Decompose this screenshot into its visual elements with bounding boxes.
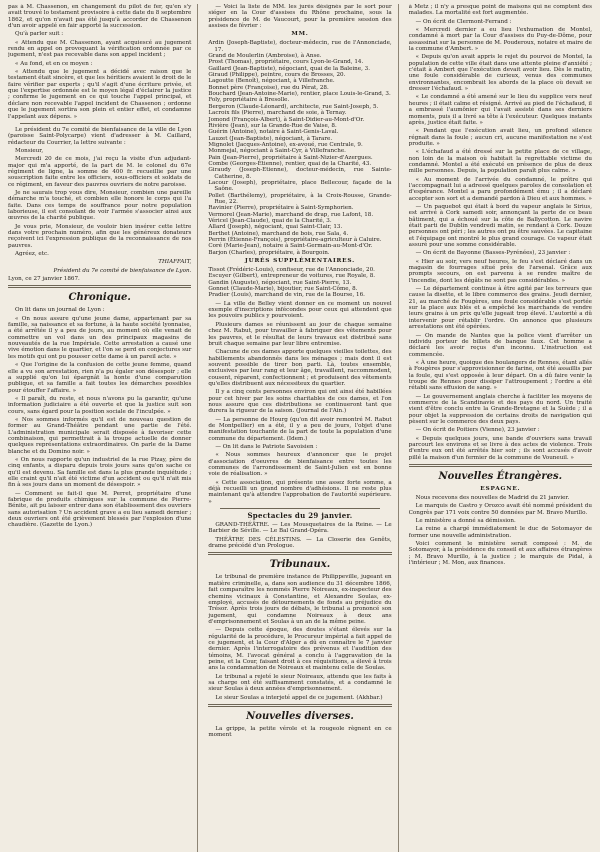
charity-letter	[8, 127, 191, 283]
paragraph: — Le département continue à être agité par les terreurs que cause la disette, et le libre commerce des grains. Jeudi dernier, 21, au marché de Fougères, une foule considérable s'est portée sur la place aux blés et a empêché les marchands de vendre leurs grains à un prix qu'elle jugeait trop élevé. L'autorité a dû intervenir pour rétablir l'ordre. On annonce que plusieurs arrestations ont été opérées.	[408, 286, 592, 331]
list-item: Giraud (Philippe), peintre, cours de Brosses, 20.	[208, 72, 346, 79]
paragraph: « Le condamné a été amené sur le lieu du supplice vers neuf heures ; il était calme et résigné. Arrivé au pied de l'échafaud, il a embrassé l'aumônier qui l'avait assisté dans ses derniers moments, puis il a livré sa tête à l'exécuteur. Quelques instants après, justice était faite. »	[408, 94, 592, 126]
tribunaux-text	[208, 574, 391, 701]
signature-name: THIAFFAIT,	[158, 259, 192, 266]
list-item: Escuyer (Gilbert), entrepreneur de voitures, rue Royale, 8.	[208, 273, 376, 280]
signature-title: Président du 7e comité de bienfaisance de Lyon.	[53, 267, 192, 274]
list-item: Giraudy (Joseph-Etienne), docteur-médecin, rue Sainte-Catherine, 8.	[208, 167, 392, 180]
paragraph: « Mercredi dernier a eu lieu l'exhumation de Montel, condamné à mort par la Cour d'assises du Puy-de-Dôme, pour assassinat sur la personne de M. Pouderoux, notaire et maire de la commune d'Ambert. »	[408, 27, 592, 53]
list-item: Berthet (Antoine), marchand de bois, rue Sala, 4.	[208, 230, 349, 237]
list-item: Allard (Joseph), négociant, quai Saint-Clair, 13.	[208, 224, 343, 231]
paragraph: — On écrit de Poitiers (Vienne), 23 janvier :	[415, 427, 540, 434]
country-heading-espagne: ESPAGNE.	[480, 486, 521, 493]
list-item: Lacroix fils (Pierre), marchand de soie, à Ternay.	[208, 110, 347, 117]
paragraph: Le sieur Soulas a interjeté appel de ce jugement. (Akhbar.)	[215, 694, 383, 701]
column-container	[8, 4, 592, 852]
list-item: Barjon (Charles), propriétaire, à Bourgoin.	[208, 249, 330, 256]
paragraph: « Attendu que le jugement a décidé avec raison que le testament était sincère, et que les héritiers avaient le droit de le faire vérifier par experts ; qu'il s'agit d'une écriture privée, et que l'expertise ordonnée est le moyen légal d'éclairer la justice ; confirme le jugement en ce qui touche l'appel principal, et déclare non recevable l'appel incident de Chassenon ; ordonne que le jugement sortira son plein et entier effet, et condamne l'appelant aux dépens. »	[8, 69, 192, 120]
list-item: Lacour (Joseph), propriétaire, place Bellecour, façade de la Saône.	[208, 179, 392, 193]
paragraph: — On mande de Nantes que la police vient d'arrêter un individu porteur de billets de banque faux. Cet homme a déclaré les avoir reçus d'un inconnu. L'instruction est commencée.	[408, 332, 592, 358]
column-right	[409, 4, 592, 852]
news-text	[208, 301, 391, 505]
list-item: Monmejal, négociant à Saint-Cyr, à Villefranche.	[208, 148, 346, 155]
list-item: Véricel (Jean-Claude), quai de la Charité, 3.	[208, 218, 332, 224]
jury-list	[208, 40, 391, 256]
list-item: Perrin (Étienne-François), propriétaire-agriculteur à Caluire.	[208, 237, 382, 244]
supplementary-jury-heading: JURÉS SUPPLÉMENTAIRES.	[245, 258, 355, 265]
paragraph: — On écrit de Clermont-Ferrand :	[415, 18, 512, 25]
column-left	[8, 4, 198, 852]
paragraph: à Metz ; il n'y a presque point de maisons qui ne comptent des malades. La mortalité est fort augmentée.	[408, 4, 592, 17]
paragraph: « Depuis quelques jours, une bande d'ouvriers sans travail parcourt les environs et se livre à des actes de violence. Trois d'entre eux ont été arrêtés hier soir ; ils sont accusés d'avoir pillé la maison d'un fermier de la commune de Vouneuil. »	[408, 435, 592, 461]
list-item: Lauzet (Jean-Baptiste), négociant, à Tarare.	[208, 135, 333, 142]
paragraph: — Le gouvernement anglais cherche à faciliter les moyens de commerce de la Scandinavie et des pays du nord. Un traité vient d'être conclu entre la Grande-Bretagne et la Suède ; il a pour objet la suppression de certains droits de navigation qui pèsent sur le commerce des deux pays.	[408, 393, 592, 425]
paragraph: THÉÂTRE DES CÉLESTINS. — La Closerie des Genêts, drame précédé d'un Prologue.	[208, 536, 392, 550]
paragraph: pas à M. Chassenon, en changement du pilot de fer, qu'en s'y avait trouvé lo testament provisoire à cette date du 8 septembre 1862, et qu'on n'avait pas été jusqu'à accorder de Chassenon d'un avoir appelé en fair apporté la succession.	[8, 4, 192, 30]
paragraph: « Au fond, et en ce moyen :	[15, 60, 93, 67]
paragraph: — La ville de Belley vient donner en ce moment un nouvel exemple d'inscriptions infécondes pour ceux qui attendent que les pouvoirs publics y pourvoient.	[208, 300, 392, 320]
list-item: Vermorel (Jean-Marie), marchand de drap, rue Lafont, 18.	[208, 211, 374, 218]
section-title-etrangeres: Nouvelles Étrangères.	[438, 471, 563, 483]
chronique-text	[8, 307, 191, 528]
section-title-spectacles: Spectacles du 29 janvier.	[247, 511, 353, 521]
paragraph: Agréez, etc.	[15, 251, 49, 258]
paragraph: La grippe, la petite vérole et la rougeole règnent en ce moment	[208, 726, 392, 739]
list-item: Guérin (Antoine), notaire à Saint-Genis-Laval.	[208, 129, 339, 136]
divider	[20, 123, 179, 124]
list-item: Gaillard (Jean-Baptiste), négociant, quai de la Baleine, 3.	[208, 65, 370, 72]
paragraph: Monsieur,	[15, 147, 44, 154]
paragraph: Il y a cinq cents personnes environ qui ont ainsi été habillées pour cet hiver par les soins charitables de ces dames, et l'on nous assure que ces distributions se continueront tant que durera la rigueur de la saison. (Journal de l'Ain.)	[208, 389, 392, 415]
paragraph: — La personne de Hourg (qu'on dit avoir remontré M. Rabut de Montpellier) en a été, il y a peu de jours, l'objet d'une manifestation touchante de la part de toute la population d'une commune du département. (Idem.)	[208, 416, 392, 442]
list-item: Prost (Thomas), propriétaire, cours Lyon-le-Grand, 14.	[208, 59, 364, 66]
paragraph: « À une heure, quoique des boulangers de Rennes, étant allés à Fougères pour s'approvisionner de farine, ont été assaillis par la foule, qui s'est opposée à leur départ. On a dû faire venir la troupe de Rennes pour dissiper l'attroupement ; l'ordre a été rétabli sans effusion de sang. »	[408, 359, 592, 392]
list-item: Tissot (Frédéric-Louis), confiseur, rue de l'Annonciade, 20.	[208, 267, 375, 274]
jury-intro: — Voici la liste de MM. les jurés désignés par le sort pour siéger en la Cour d'assises du Rhône prochaine, sous la présidence de M. de Vaucourt, pour la première session des assises de février :	[208, 4, 392, 30]
diverses-text	[409, 4, 592, 461]
list-item: Mignolet (Jacques-Antoine), ex-avoué, rue Centrale, 9.	[208, 141, 363, 148]
list-item: Pain (Jean-Pierre), propriétaire à Saint-Nizier-d'Azergues.	[208, 154, 373, 161]
section-title-chronique: Chronique.	[68, 292, 131, 304]
paragraph: Le président du 7e comité de bienfaisance de la ville de Lyon (paroisse Saint-Polycarpe) vient d'adresser à M. Caillard, rédacteur du Courrier, la lettre suivante :	[8, 126, 192, 146]
paragraph: Le ministère a donné sa démission.	[415, 518, 516, 525]
list-item: Grand de Moulerlin (Ambroise), à Anse.	[208, 53, 322, 60]
list-item: Gonnet (Claude-Marie), bijoutier, rue Saint-Côme, 8.	[208, 286, 358, 293]
list-item: Ardin (Joseph-Baptiste), docteur-médecin, rue de l'Annonciade, 17.	[208, 40, 392, 53]
list-item: Foly, propriétaire à Bresolle.	[208, 97, 290, 104]
paragraph: La reine a chargé immédiatement le duc de Sotomayor de former une nouvelle administration.	[408, 526, 592, 539]
paragraph: — On écrit de Bayonne (Basses-Pyrénées), 23 janvier :	[415, 250, 571, 257]
paragraph: — Depuis cette époque, des doutes s'étant élevés sur la régularité de la procédure, le Procureur impérial a fait appel de ce jugement, et la Cour d'Alger a dû en connaître le 7 janvier dernier. Après l'interrogatoire des prévenus et l'audition des témoins, M. l'avocat général a conclu à l'aggravation de la peine, et la Cour, faisant droit à ces réquisitions, a élevé à trois ans la condamnation de Noireaux et maintenu celle de Soulas.	[208, 627, 392, 672]
letter-date: Lyon, ce 27 janvier 1867.	[8, 276, 80, 283]
paragraph: Mercredi 20 de ce mois, j'ai reçu la visite d'un adjudant-major qui m'a apporté, de la part de M. le colonel du 67e régiment de ligne, la somme de 400 fr. recueillie par une souscription faite entre les officiers, sous-officiers et soldats de ce régiment, en faveur des pauvres ouvriers de notre paroisse.	[8, 156, 192, 188]
divider	[409, 464, 592, 467]
paragraph: « Cette association, qui présente une assez forte somme, a déjà recueilli un grand nombre d'adhésions. Il ne reste plus maintenant qu'à attendre l'approbation de l'autorité supérieure. »	[208, 479, 392, 505]
paragraph: GRAND-THÉÂTRE. — Les Mousquetaires de la Reine. — Le Barbier de Séville. — Le Bal Grand-Opéra.	[208, 522, 392, 535]
section-title-diverses: Nouvelles diverses.	[246, 711, 354, 722]
list-item: Pollet (Barthélemy), propriétaire, à la Croix-Rousse, Grande-Rue, 22.	[208, 192, 392, 205]
divider	[208, 704, 391, 707]
list-item: Bouchard (Jean-Antoine-Marie), rentier, place Louis-le-Grand, 3.	[208, 91, 391, 98]
paragraph: « On nous rapporte qu'un industriel de la rue Pizay, père de cinq enfants, a disparu depuis trois jours sans qu'on sache ce qu'il est devenu. Sa famille est dans la plus grande inquiétude ; elle craint qu'il n'ait été victime d'un accident ou qu'il n'ait mis fin à ses jours dans un moment de désespoir. »	[8, 456, 192, 489]
paragraph: « Nous sommes heureux d'annoncer que le projet d'association d'oeuvres de bienfaisance entre toutes les communes de l'arrondissement de Saint-Julien est en bonne voie de réalisation. »	[208, 452, 392, 478]
court-ruling-text	[8, 4, 191, 120]
list-item: Gandin (Auguste), négociant, rue Saint-Pierre, 13.	[208, 279, 352, 286]
paragraph: « L'échafaud a été dressé sur la petite place de ce village, non loin de la maison où habitait la regrettable victime du condamné. Montel a été exécuté en présence de plus de deux mille personnes. Depuis, la population paraît plus calme. »	[408, 149, 592, 175]
paragraph: « Au moment de l'arrivée du condamné, le prêtre qui l'accompagnait lui a adressé quelques paroles de consolation et d'espérance. Montel a paru profondément ému ; il a déclaré accepter son sort et a demandé pardon à Dieu et aux hommes. »	[408, 176, 592, 202]
paragraph: On lit dans un journal de Lyon :	[15, 307, 105, 314]
paragraph: « Hier au soir, vers neuf heures, le feu s'est déclaré dans un magasin de fourrages situé près de l'arsenal. Grâce aux prompts secours, on est parvenu à se rendre maître de l'incendie, dont les dégâts ne sont pas considérables. »	[408, 258, 592, 284]
divider	[208, 552, 391, 555]
paragraph: « Nos sommes informés qu'il est de nouveau question de former au Grand-Théâtre pendant une partie de l'été. L'administration municipale serait disposée à favoriser cette combinaison, qui permettrait à la troupe actuelle de donner quelques représentations extraordinaires. On parle de la Dame blanche et du Domino noir. »	[8, 416, 192, 455]
divider	[220, 508, 379, 509]
list-item: Rivière (Jean), sur la Grande-Rue de Vaise, 8.	[208, 122, 337, 129]
paragraph: Voici comment le ministère serait composé : M. de Sotomayor, à la présidence du conseil et aux affaires étrangères ; M. Bravo Murillo, à la justice ; le marquis de Pidal, à l'intérieur ; M. Mon, aux finances.	[408, 541, 592, 567]
paragraph: Plusieurs dames se réunissent au jour de chaque semaine chez M. Rabut, pour travailler à fabriquer des vêtements pour les pauvres, et le résultat de leurs travaux est distribué sans bruit chaque semaine par leur libre entremise.	[208, 321, 392, 347]
list-item: Lagoutte (Benoît), négociant, à Villefranche.	[208, 78, 335, 85]
column-middle	[208, 4, 398, 852]
paragraph: — Un paquebot qui était à bord du vapeur anglais le Sirius, est arrivé à Cork samedi soir, annonçant la perte de ce beau bâtiment, qui a échoué sur la côte de Ballycotton. Le navire était parti de Dublin vendredi matin, se rendant à Cork. Douze personnes ont péri ; les autres ont pu être sauvées. Le capitaine et l'équipage ont montré le plus grand courage. Ce vapeur était assuré pour une somme considérable.	[408, 203, 592, 249]
paragraph: Je vous prie, Monsieur, de vouloir bien insérer cette lettre dans votre prochain numéro, afin que les généreux donateurs reçoivent ici l'expression publique de la reconnaissance de nos pauvres.	[8, 223, 192, 249]
paragraph: « Il paraît, du reste, et nous n'avons pu la garantir, qu'une information judiciaire a été ouverte et que la justice suit son cours, sans égard pour la position sociale de l'inculpée. »	[8, 395, 192, 415]
paragraph: « Depuis qu'on avait appris le rejet du pourvoi de Montel, la population de cette ville était dans une attente pleine d'anxiété ; c'était à Ambert que l'exécution devait avoir lieu. Dès le matin, une foule considérable de curieux, venus des communes environnantes, encombrait les abords de la place où devait se dresser l'échafaud. »	[408, 54, 592, 93]
list-item: Ravinier (Pierre), propriétaire à Saint-Symphorien.	[208, 205, 354, 212]
supplementary-jury-list	[208, 267, 391, 299]
paragraph: « On nous assure qu'une jeune dame, appartenant par sa famille, sa naissance et sa fortune, à la haute société lyonnaise, a été arrêtée il y a peu de jours, au moment où elle venait de commettre un vol dans un des principaux magasins de nouveautés de la rue Impériale. Cette arrestation a causé une vive émotion dans le quartier, et l'on se perd en conjectures sur les motifs qui ont pu pousser cette dame à un pareil acte. »	[8, 315, 192, 360]
section-title-tribunaux: Tribunaux.	[269, 559, 331, 571]
paragraph: Le marquis de Castro y Orozco avait été nommé président du Congrès par 171 voix contre 50 données par M. Bravo Murillo.	[408, 503, 592, 516]
list-item: Bergeron (Claude-Léonard), architecte, rue Saint-Joseph, 5.	[208, 103, 379, 110]
list-item: Combe (Georges-Étienne), rentier, quai de la Charité, 43.	[208, 160, 372, 167]
paragraph: — On lit dans le Patriote Savoisien :	[215, 444, 318, 450]
jury-heading: MM.	[291, 31, 309, 38]
paragraph: « Pendant que l'exécution avait lieu, un profond silence régnait dans la foule ; aucun cri, aucune manifestation ne s'est produite. »	[408, 128, 592, 147]
paragraph: Chacune de ces dames apporte quelques vieilles toilettes, des habillements abandonnés dans les ménages ; mais dont il est souvent possible de tirer bon parti. Là, toutes ensemble, exclusives par leur rang et leur âge, travaillent, raccommodent, cousent, réparent, confectionnent ; et produisent des vêtements qu'elles distribuent aux nécessiteux du quartier.	[208, 349, 392, 387]
paragraph: « Attendu que M. Chassenon, ayant acquiescé au jugement rendu en appel on provoquant la vérification ordonnée par ce jugement, n'est pas recevable dans son appel incident ;	[8, 39, 192, 59]
paragraph: — Comment se fait-il que M. Perret, propriétaire d'une fabrique de produits chimiques sur la commune de Pierre-Bénite, ait pu laisser entrer dans son établissement des ouvriers sans autorisation ? Un accident grave a eu lieu samedi dernier ; deux ouvriers ont été grièvement blessés par l'explosion d'une chaudière. (Gazette de Lyon.)	[8, 490, 192, 529]
list-item: Jomond (François-Albert), à Saint-Didier-au-Mont-d'Or.	[208, 116, 365, 123]
paragraph: Le tribunal a rejeté le sieur Noireaux, attendu que les faits à sa charge ont été suffisamment constatés, et a condamné le sieur Soulas à deux années d'emprisonnement.	[208, 673, 392, 693]
espagne-text	[409, 495, 592, 566]
paragraph: Qu'à parler suit :	[15, 31, 64, 38]
divider	[8, 285, 191, 288]
paragraph: Je ne saurais trop vous dire, Monsieur, combien une pareille démarche m'a touché, et combien elle honore le corps qui l'a faite. Dans ces temps de souffrance pour notre population laborieuse, il est consolant de voir l'armée s'associer ainsi aux œuvres de la charité publique.	[8, 189, 192, 222]
paragraph: Nous recevons des nouvelles de Madrid du 21 janvier.	[415, 495, 570, 502]
list-item: Pradier (Louis), marchand de vin, rue de la Bourse, 16.	[208, 292, 365, 299]
paragraph: « Que l'origine de la confusion de cette jeune femme, quand elle a vu son arrestation, rien n'a pu égaler son désespoir ; elle a supplié qu'on lui épargnât la honte d'une comparution publique, et sa famille a fait toutes les démarches possibles pour étouffer l'affaire. »	[8, 362, 192, 394]
list-item: Bonnet père (Françoise), rue du Pérat, 28.	[208, 84, 329, 91]
paragraph: Le tribunal de première instance de Philippeville, jugeant en matière criminelle, a, dans son audience du 31 décembre 1866, fait comparaître les nommés Pierre Noireaux, ex-inspecteur des chemins vicinaux à Constantine, et Alexandre Soulas, ex-employé, accusés de détournements de fonds au préjudice du Trésor. Après trois jours de débats, le tribunal a prononcé son jugement, qui condamne Noireaux à deux ans d'emprisonnement et Soulas à un an de la même peine.	[208, 574, 392, 625]
list-item: Coré (Marie-Jean), notaire à Saint-Germain-au-Mont-d'Or.	[208, 243, 373, 250]
